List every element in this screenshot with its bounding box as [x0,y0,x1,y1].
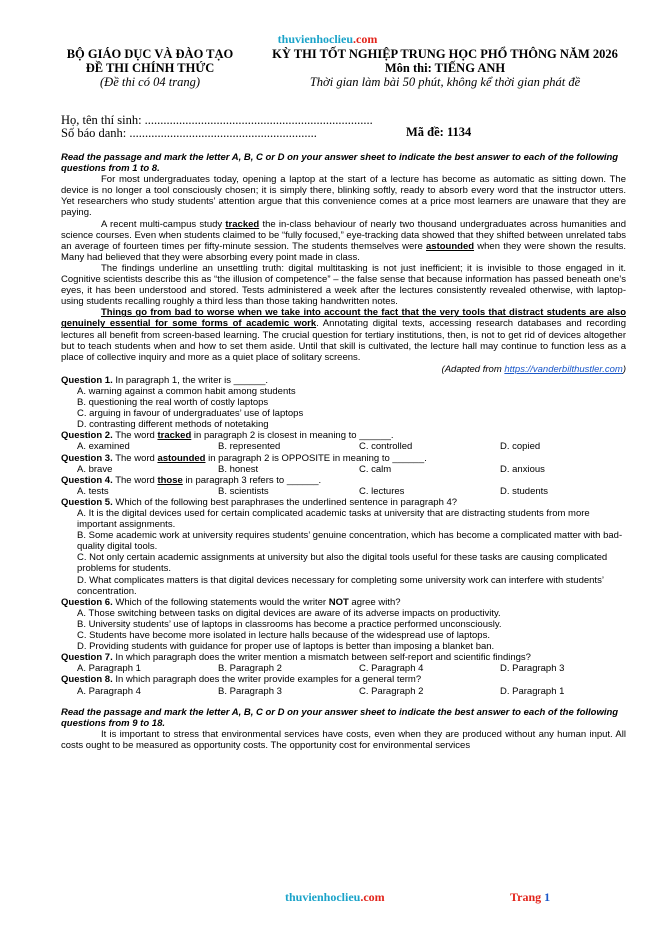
question-word: tracked [157,430,192,442]
question-text: agree with? [348,596,401,608]
passage-paragraph-2 [61,219,626,263]
question-text: In which paragraph does the writer provide examples for a general term? [112,674,422,686]
question-text: The word [112,430,158,442]
q2-option-d: D. copied [500,441,541,453]
q1-option-c: C. arguing in favour of undergraduates’ use of laptops [77,408,304,420]
section2-instruction: Read the passage and mark the letter A, B, C or D on your answer sheet to indicate the best answer to each of the following questions from 9 to 18. [61,706,619,729]
underlined-sentence: Things go from bad to worse when we take into account the fact that the very tools that distract students are also genuinely essential for some forms of academic work [61,307,626,330]
footer-site-domain: .com [360,890,385,904]
site-name: thuvienhoclieu [277,32,354,46]
q2-option-b: B. represented [218,441,281,453]
q6-option-b: B. University students’ use of laptops in classrooms has become a practice performed unconsciously. [77,618,502,630]
question-text: In paragraph 1, the writer is ______. [112,374,268,386]
question-6 [61,597,626,608]
exam-title: KỲ THI TỐT NGHIỆP TRUNG HỌC PHỔ THÔNG NĂM 2026 [272,47,618,61]
source-link[interactable]: https://vanderbilthustler.com [504,363,623,375]
subject: Môn thi: TIẾNG ANH [384,61,506,75]
passage-paragraph-1: For most undergraduates today, opening a laptop at the start of a lecture has become as automatic as sitting down. The device is no longer a tool consciously chosen; it is simply there, blinking softly, ready to absorb every word that the instructor utters. Yet researchers who study students’ attention argue that this convenience comes at a price most learners are unaware that they are paying. [61,174,626,219]
underlined-word-tracked: tracked [225,218,260,230]
q6-option-a: A. Those switching between tasks on digital devices are aware of its adverse impacts on productivity. [77,607,501,619]
q1-option-a: A. warning against a common habit among students [77,385,296,397]
q7-option-b: B. Paragraph 2 [218,663,282,675]
source-suffix: ) [622,363,626,375]
passage-paragraph-3: The findings underline an unsettling truth: digital multitasking is not just inefficient; it is invisible to those engaged in it. Cognitive scientists describe this as “the illusion of competence” – the false sense that because information has passed beneath one’s eyes, it has been understood and stored. Tests administered a week after the lectures consistently revealed otherwise, with laptop-using students recalling roughly a third less than those taking handwritten notes. [61,262,626,308]
q5-option-a: A. It is the digital devices used for certain complicated academic tasks at university that are distracting students from more important assignments. [77,508,590,531]
q2-options [61,441,626,452]
section-gap [61,697,626,707]
question-number: Question 5. [61,496,113,508]
site-watermark-top [0,32,655,47]
q6-option-c: C. Students have become more isolated in lecture halls because of the widespread use of laptops. [77,630,490,642]
exam-code: Mã đề: 1134 [406,125,472,139]
page-number [510,890,550,905]
q1-option-d: D. contrasting different methods of notetaking [77,419,269,431]
p2-text-c: when they were shown the results. Many had believed that they were absorbing every point made in class. [61,240,626,263]
q4-options [61,486,626,497]
question-text: in paragraph 3 refers to ______. [182,474,322,486]
question-2 [61,430,626,441]
q2-option-c: C. controlled [359,441,413,453]
q4-option-d: D. students [500,485,549,497]
page-number-value: 1 [544,890,551,904]
q5-option-c: C. Not only certain academic assignments at university but also the digital tools useful for these tasks are causing complicated problems for students. [77,552,608,575]
section1-instruction: Read the passage and mark the letter A, B, C or D on your answer sheet to indicate the best answer to each of the following questions from 1 to 8. [61,152,619,175]
q7-options [61,663,626,674]
time-limit: Thời gian làm bài 50 phút, không kể thời gian phát đề [309,75,581,89]
q4-option-b: B. scientists [218,485,269,497]
exam-body [61,152,626,751]
question-text: The word [112,452,158,464]
q3-option-b: B. honest [218,463,259,475]
question-text: Which of the following statements would the writer [112,596,329,608]
question-text: The word [112,474,158,486]
page-count: (Đề thi có 04 trang) [100,75,200,89]
question-7 [61,652,626,663]
q3-option-c: C. calm [359,463,392,475]
source-prefix: (Adapted from [441,363,505,375]
q7-option-c: C. Paragraph 4 [359,663,424,675]
q5-option-b: B. Some academic work at university requires students’ genuine concentration, which has become a complicated matter with bad-quality digital tools. [77,530,623,553]
footer-site [285,890,385,905]
question-number: Question 1. [61,374,113,386]
q7-option-a: A. Paragraph 1 [77,663,141,675]
question-number: Question 7. [61,652,113,664]
passage2-paragraph-1: It is important to stress that environmental services have costs, even when they are produced without any human input. All costs ought to be measured as opportunity costs. The opportunity cost for environmental services [61,728,626,751]
question-emphasis: NOT [328,596,349,608]
q4-option-c: C. lectures [359,485,405,497]
question-number: Question 8. [61,674,113,686]
q3-options [61,464,626,475]
header-left [60,47,240,89]
page-label: Trang [510,890,545,904]
q8-option-c: C. Paragraph 2 [359,685,424,697]
underlined-word-astounded: astounded [426,240,475,252]
question-text: In which paragraph does the writer mention a mismatch between self-report and scientific findings? [112,652,531,664]
site-domain: .com [353,32,378,46]
q3-option-a: A. brave [77,463,113,475]
question-text: Which of the following best paraphrases the underlined sentence in paragraph 4? [112,496,458,508]
passage-paragraph-4 [61,307,626,362]
question-8 [61,674,626,685]
official-label: ĐỀ THI CHÍNH THỨC [85,61,215,75]
q8-option-d: D. Paragraph 1 [500,685,565,697]
passage-source [61,364,626,375]
q3-option-d: D. anxious [500,463,545,475]
q4-option-a: A. tests [77,485,109,497]
q7-option-d: D. Paragraph 3 [500,663,565,675]
question-word: those [157,474,183,486]
candidate-name-field: Họ, tên thí sinh: ......................................................................... [61,113,373,127]
question-4 [61,475,626,486]
question-1 [61,375,626,386]
q8-options [61,686,626,697]
question-number: Question 2. [61,430,113,442]
question-5 [61,497,626,508]
question-text: in paragraph 2 is OPPOSITE in meaning to ______. [205,452,427,464]
question-word: astounded [157,452,206,464]
q5-option-d: D. What complicates matters is that digital devices necessary for completing some university work can interfere with students’ concentration. [77,574,604,597]
q8-option-a: A. Paragraph 4 [77,685,141,697]
q6-option-d: D. Providing students with guidance for proper use of laptops is better than imposing a blanket ban. [77,641,495,653]
question-number: Question 4. [61,474,113,486]
candidate-id-field: Số báo danh: ............................................................ [61,126,317,140]
q1-option-b: B. questioning the real worth of costly laptops [77,397,269,409]
p4-text: . Annotating digital texts, accessing research databases and recording lectures all benefit from screen-based learning. The crucial question for tertiary institutions, then, is not to get rid of devices altogether but to teach students when and how to set them aside. Until that skill is cultivated, the lecture hall may continue to function less as a place of collective inquiry and more as a quiet place of solitary screens. [61,318,626,363]
question-text: in paragraph 2 is closest in meaning to ______. [191,430,394,442]
p2-text-a: A recent multi-campus study [101,218,226,230]
question-3 [61,453,626,464]
footer-site-name: thuvienhoclieu [285,890,361,904]
question-number: Question 3. [61,452,113,464]
header-right [250,47,640,89]
ministry-name: BỘ GIÁO DỤC VÀ ĐÀO TẠO [66,47,234,61]
question-number: Question 6. [61,596,113,608]
q2-option-a: A. examined [77,441,130,453]
p2-text-b: the in-class behaviour of nearly two thousand undergraduates across humanities and science courses. Even when students claimed to be “fully focused,” eye-tracking data showed that they shifted between unrelated tabs an average of fourteen times per fifty-minute session. The students themselves were [61,218,626,252]
q8-option-b: B. Paragraph 3 [218,685,282,697]
